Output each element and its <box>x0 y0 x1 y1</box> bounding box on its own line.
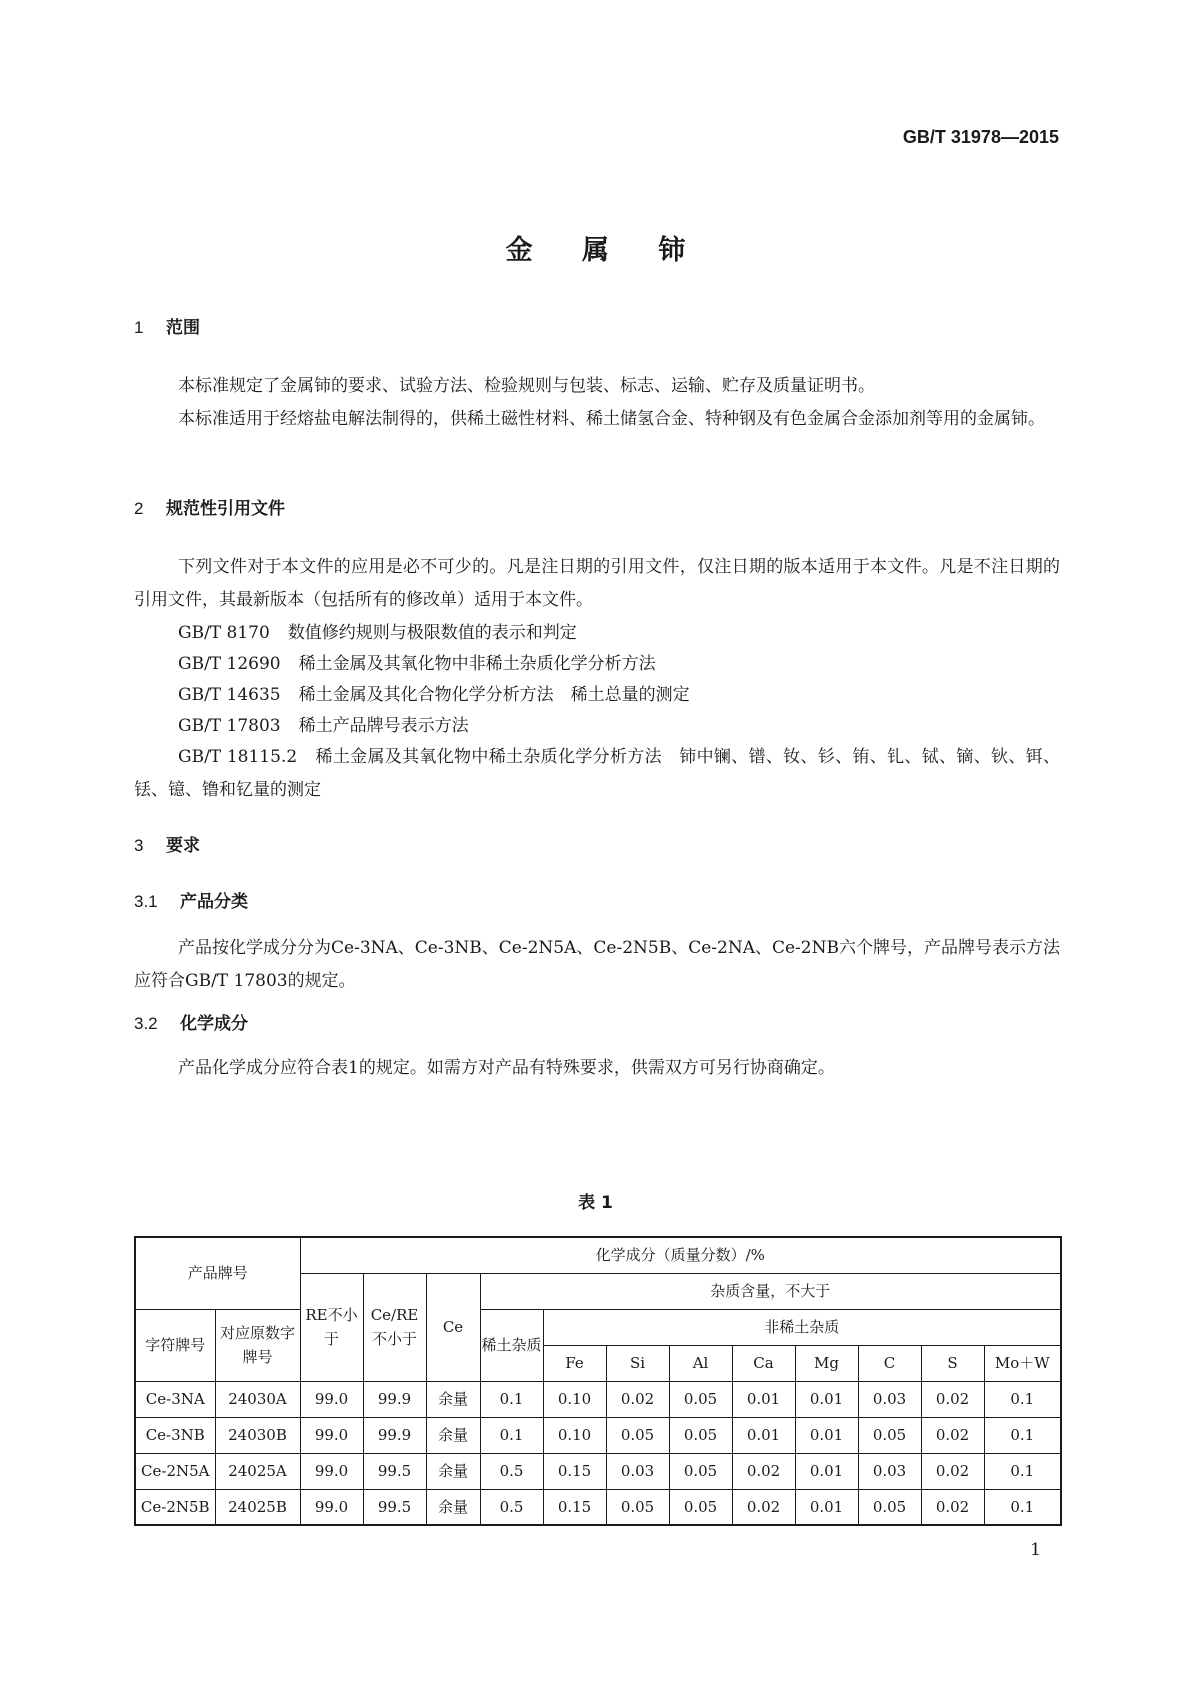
scope-paragraph-1: 本标准规定了金属铈的要求、试验方法、检验规则与包装、标志、运输、贮存及质量证明书。 <box>178 376 875 396</box>
table-cell: 余量 <box>426 1453 480 1489</box>
table-cell: 0.10 <box>543 1417 606 1453</box>
table-cell: Ce-3NA <box>135 1381 215 1417</box>
reference-title: 数值修约规则与极限数值的表示和判定 <box>287 623 577 643</box>
table-cell: 0.02 <box>732 1489 795 1525</box>
table-cell: 0.10 <box>543 1381 606 1417</box>
section-title: 要求 <box>166 836 200 856</box>
scope-paragraph-2: 本标准适用于经熔盐电解法制得的，供稀土磁性材料、稀土储氢合金、特种钢及有色金属合金添加剂等用的金属铈。 <box>178 409 1045 429</box>
table-cell: 0.1 <box>984 1489 1061 1525</box>
table-cell: 0.01 <box>795 1489 858 1525</box>
section-number: 3.1 <box>134 892 158 911</box>
table-caption: 表 1 <box>578 1193 613 1213</box>
table-cell: 0.1 <box>480 1381 543 1417</box>
table-cell: 0.05 <box>606 1417 669 1453</box>
table-cell: Ce-2N5B <box>135 1489 215 1525</box>
section-number: 3 <box>134 836 144 855</box>
table-row <box>135 1489 1061 1525</box>
table-cell: 99.0 <box>300 1381 363 1417</box>
table-cell: 0.05 <box>669 1381 732 1417</box>
table-cell: 99.0 <box>300 1489 363 1525</box>
table-cell: 0.05 <box>858 1417 921 1453</box>
section-title: 化学成分 <box>180 1014 248 1034</box>
reference-title: 稀土金属及其氧化物中稀土杂质化学分析方法 铈中镧、镨、钕、钐、铕、钆、铽、镝、钬、铒、铥、镱、镥和钇量的测定 <box>134 747 1061 800</box>
table-cell: 99.0 <box>300 1417 363 1453</box>
header-ce: Ce <box>426 1273 480 1381</box>
chemical-composition-table <box>134 1236 1062 1526</box>
section-3-heading <box>134 834 200 858</box>
table-cell: 0.02 <box>606 1381 669 1417</box>
table-cell: 99.5 <box>363 1453 426 1489</box>
table-cell: Ce-3NB <box>135 1417 215 1453</box>
table-cell: 0.05 <box>669 1489 732 1525</box>
header-re-impurity: 稀土杂质 <box>480 1309 543 1381</box>
table-cell: 0.03 <box>858 1453 921 1489</box>
page-number: 1 <box>1030 1540 1041 1560</box>
table-cell: 0.5 <box>480 1453 543 1489</box>
section-number: 1 <box>134 318 144 337</box>
table-row <box>135 1381 1061 1417</box>
reference-code: GB/T 17803 <box>178 716 281 736</box>
table-cell: 0.05 <box>606 1489 669 1525</box>
reference-code: GB/T 18115.2 <box>178 747 298 767</box>
table-cell: 24030B <box>215 1417 300 1453</box>
table-cell: 24025A <box>215 1453 300 1489</box>
reference-code: GB/T 12690 <box>178 654 281 674</box>
header-element-s: S <box>921 1345 984 1381</box>
table-cell: 0.03 <box>858 1381 921 1417</box>
header-element-c: C <box>858 1345 921 1381</box>
table-cell: 0.15 <box>543 1489 606 1525</box>
table-cell: 24025B <box>215 1489 300 1525</box>
table-cell: 0.05 <box>669 1417 732 1453</box>
section-title: 产品分类 <box>180 892 248 912</box>
reference-item <box>134 741 1060 807</box>
table-cell: 99.9 <box>363 1417 426 1453</box>
table-cell: 99.5 <box>363 1489 426 1525</box>
reference-item <box>134 679 1060 712</box>
table-cell: 99.9 <box>363 1381 426 1417</box>
reference-item <box>134 648 1060 681</box>
header-numeric-grade: 对应原数字牌号 <box>215 1309 300 1381</box>
document-title: 金 属 铈 <box>505 235 706 266</box>
table-cell: 0.01 <box>732 1417 795 1453</box>
section-1-heading <box>134 316 200 340</box>
table-cell: 0.02 <box>921 1381 984 1417</box>
table-cell: 0.03 <box>606 1453 669 1489</box>
table-cell: 0.1 <box>984 1381 1061 1417</box>
section-number: 2 <box>134 499 144 518</box>
composition-paragraph: 产品化学成分应符合表1的规定。如需方对产品有特殊要求，供需双方可另行协商确定。 <box>178 1058 835 1078</box>
reference-item <box>134 617 1060 650</box>
references-intro: 下列文件对于本文件的应用是必不可少的。凡是注日期的引用文件，仅注日期的版本适用于本文件。凡是不注日期的引用文件，其最新版本（包括所有的修改单）适用于本文件。 <box>134 557 1060 610</box>
table-cell: 0.15 <box>543 1453 606 1489</box>
table-cell: 0.01 <box>795 1417 858 1453</box>
standard-code: GB/T 31978—2015 <box>902 127 1059 147</box>
table-cell: 0.02 <box>921 1453 984 1489</box>
header-element-mg: Mg <box>795 1345 858 1381</box>
table-cell: 0.1 <box>480 1417 543 1453</box>
reference-code: GB/T 14635 <box>178 685 281 705</box>
header-element-fe: Fe <box>543 1345 606 1381</box>
table-row <box>135 1417 1061 1453</box>
table-cell: 0.1 <box>984 1453 1061 1489</box>
table-body <box>135 1381 1061 1525</box>
table-cell: 余量 <box>426 1417 480 1453</box>
table-cell: 0.02 <box>732 1453 795 1489</box>
header-chemical-composition: 化学成分（质量分数）/% <box>300 1237 1061 1273</box>
header-element-mo-w: Mo＋W <box>984 1345 1061 1381</box>
header-element-ca: Ca <box>732 1345 795 1381</box>
section-3-1-heading <box>134 890 248 914</box>
table-cell: 余量 <box>426 1381 480 1417</box>
header-symbol-grade: 字符牌号 <box>135 1309 215 1381</box>
reference-title: 稀土产品牌号表示方法 <box>298 716 469 736</box>
table-cell: 0.1 <box>984 1417 1061 1453</box>
table-row <box>135 1453 1061 1489</box>
table-cell: 余量 <box>426 1489 480 1525</box>
table-cell: 0.01 <box>732 1381 795 1417</box>
header-ce-re: Ce/RE不小于 <box>363 1273 426 1381</box>
table-cell: 0.01 <box>795 1381 858 1417</box>
classification-paragraph: 产品按化学成分分为Ce-3NA、Ce-3NB、Ce-2N5A、Ce-2N5B、Ce-2NA、Ce-2NB六个牌号，产品牌号表示方法应符合GB/T 17803的规定。 <box>134 938 1060 991</box>
header-impurity-content: 杂质含量，不大于 <box>480 1273 1061 1309</box>
section-title: 规范性引用文件 <box>166 499 285 519</box>
header-non-re-impurity: 非稀土杂质 <box>543 1309 1061 1345</box>
reference-title: 稀土金属及其氧化物中非稀土杂质化学分析方法 <box>298 654 656 674</box>
section-number: 3.2 <box>134 1014 158 1033</box>
section-3-2-heading <box>134 1012 248 1036</box>
table-cell: 0.5 <box>480 1489 543 1525</box>
header-re: RE不小于 <box>300 1273 363 1381</box>
header-element-si: Si <box>606 1345 669 1381</box>
table-cell: 0.01 <box>795 1453 858 1489</box>
table-cell: 0.02 <box>921 1417 984 1453</box>
header-element-al: Al <box>669 1345 732 1381</box>
table-cell: 0.05 <box>669 1453 732 1489</box>
table-cell: 24030A <box>215 1381 300 1417</box>
reference-title: 稀土金属及其化合物化学分析方法 稀土总量的测定 <box>298 685 690 705</box>
table-cell: Ce-2N5A <box>135 1453 215 1489</box>
table-cell: 0.02 <box>921 1489 984 1525</box>
header-product-grade: 产品牌号 <box>135 1237 300 1309</box>
reference-code: GB/T 8170 <box>178 623 270 643</box>
section-title: 范围 <box>166 318 200 338</box>
table-cell: 0.05 <box>858 1489 921 1525</box>
section-2-heading <box>134 497 285 521</box>
reference-item <box>134 710 1060 743</box>
table-cell: 99.0 <box>300 1453 363 1489</box>
